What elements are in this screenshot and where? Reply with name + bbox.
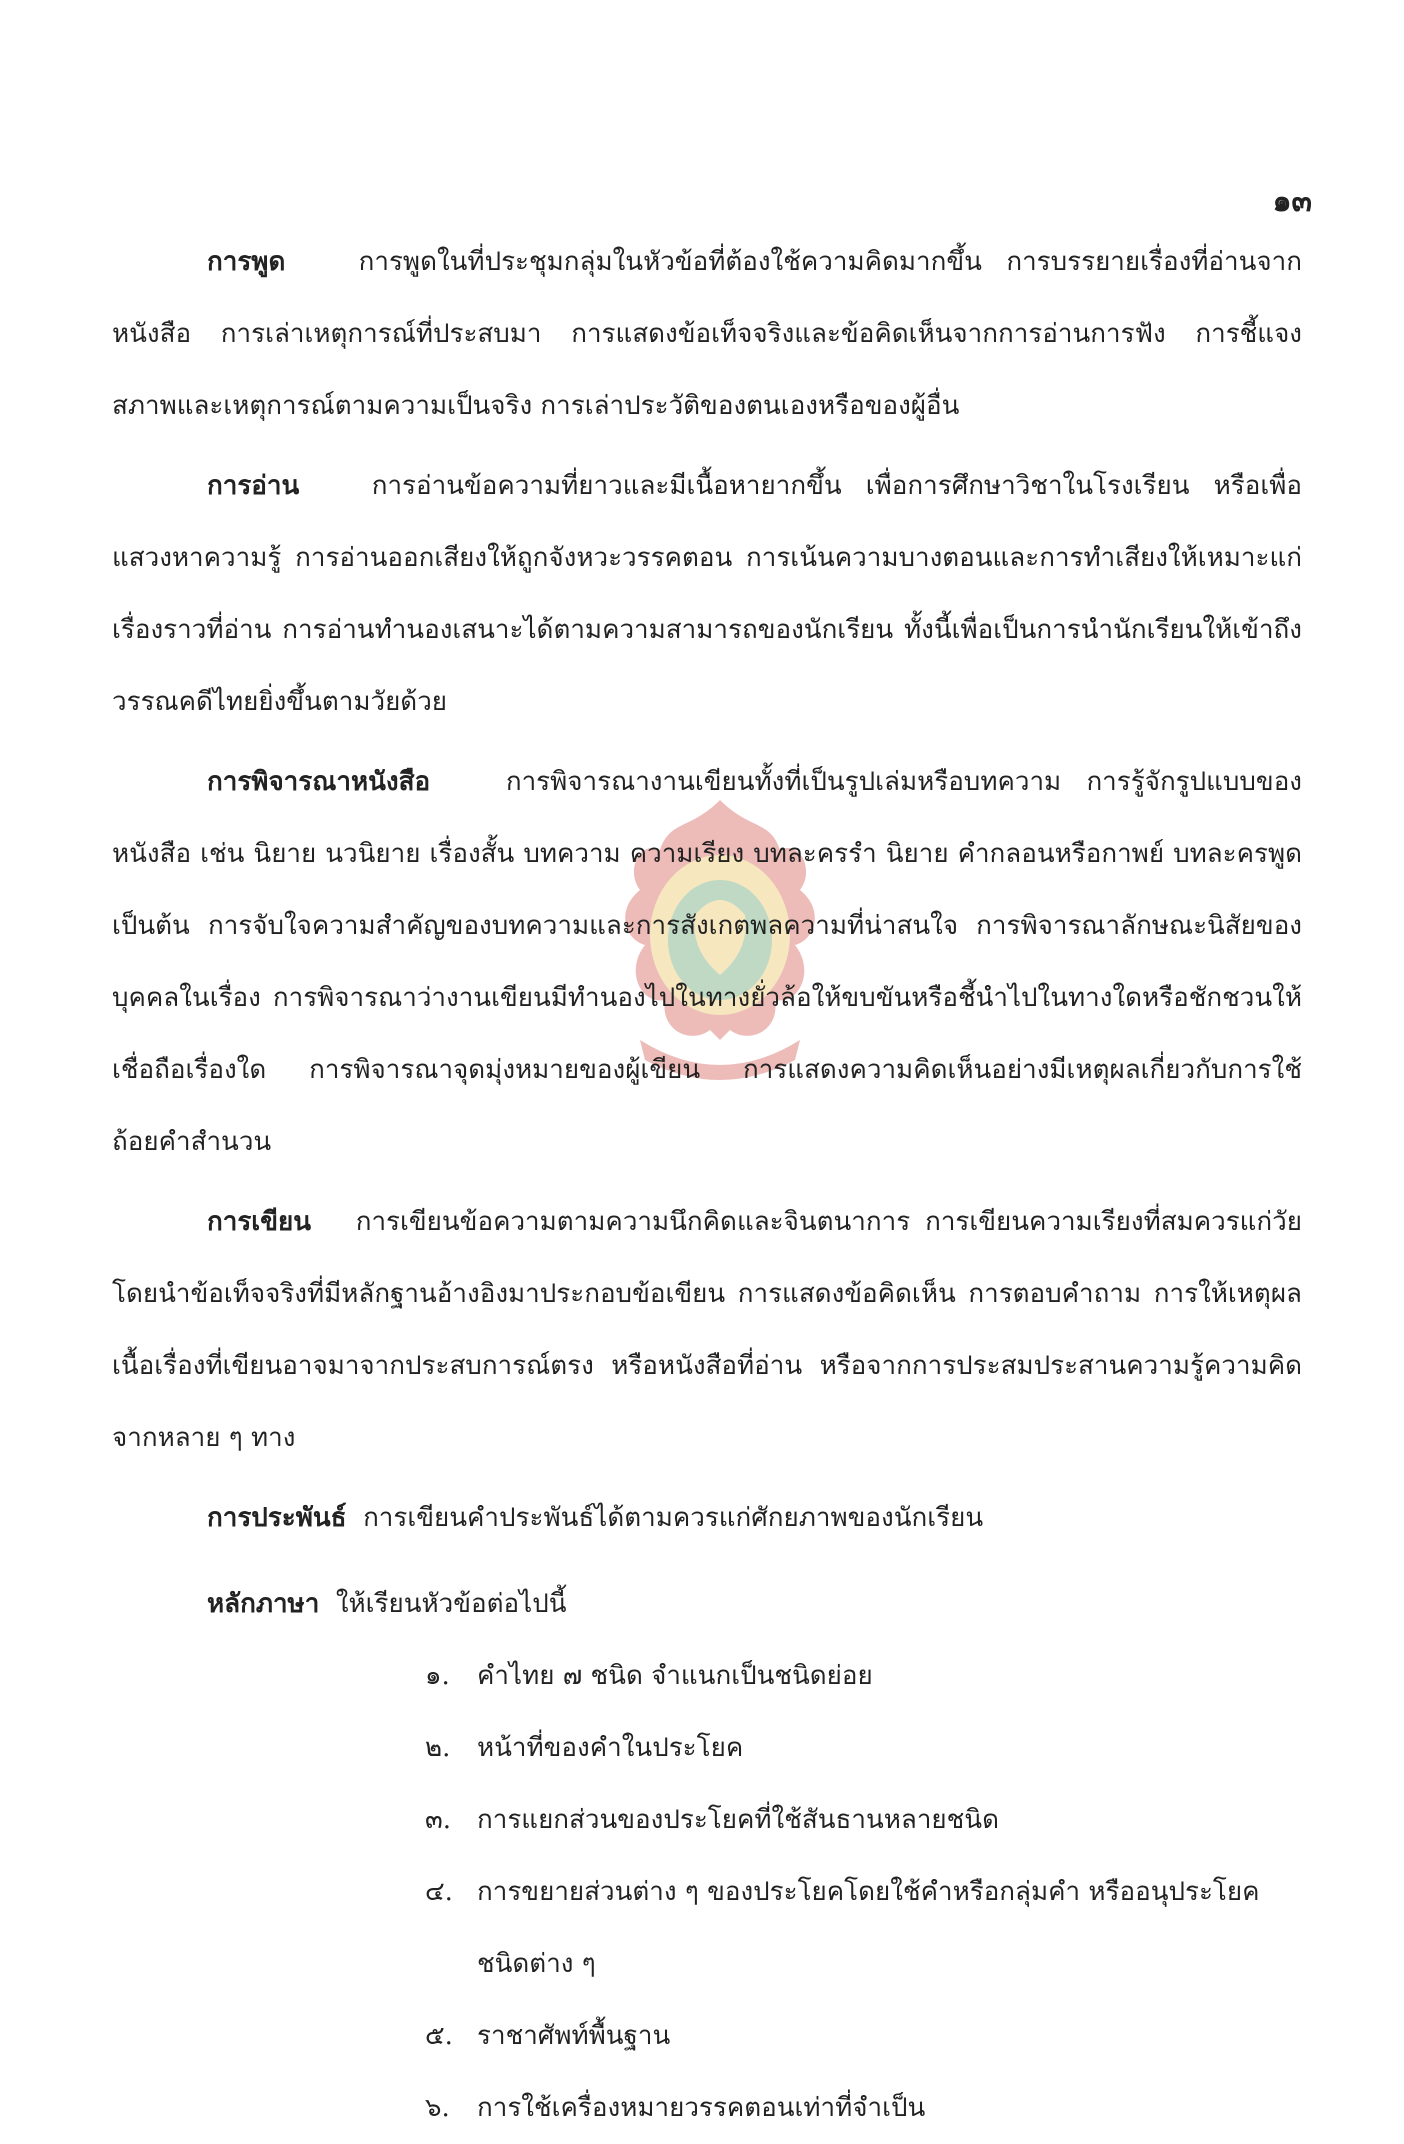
list-item: [425, 1712, 1302, 1784]
list-text: การใช้เครื่องหมายวรรคตอนเท่าที่จำเป็น: [477, 2093, 926, 2123]
list-text: การขยายส่วนต่าง ๆ ของประโยคโดยใช้คำหรือกลุ่มคำ หรืออนุประโยคชนิดต่าง ๆ: [477, 1877, 1260, 1979]
list-item: [425, 2072, 1302, 2144]
grammar-topic-list: [112, 1640, 1302, 2144]
list-item: [425, 1640, 1302, 1712]
section-composition: [112, 1482, 1302, 1554]
list-number: ๑.: [425, 1661, 450, 1691]
section-heading: การพูด: [207, 247, 286, 277]
section-book-review: [112, 746, 1302, 1178]
section-heading: หลักภาษา: [207, 1589, 320, 1619]
list-text: การแยกส่วนของประโยคที่ใช้สันธานหลายชนิด: [477, 1805, 999, 1835]
section-text: การพิจารณางานเขียนทั้งที่เป็นรูปเล่มหรือบทความ การรู้จักรูปแบบของหนังสือ เช่น นิยาย นวนิยาย เรื่องสั้น บทความ ความเรียง บทละครรำ นิยาย คำกลอนหรือกาพย์ บทละครพูด เป็นต้น การจับใจความสำคัญของบทความและการสังเกตพลความที่น่าสนใจ การพิจารณาลักษณะนิสัยของบุคคลในเรื่อง การพิจารณาว่างานเขียนมีทำนองไปในทางยั่วล้อให้ขบขันหรือชี้นำไปในทางใดหรือชักชวนให้เชื่อถือเรื่องใด การพิจารณาจุดมุ่งหมายของผู้เขียน การแสดงความคิดเห็นอย่างมีเหตุผลเกี่ยวกับการใช้ถ้อยคำสำนวน: [112, 767, 1303, 1157]
section-grammar: [112, 1568, 1302, 1640]
list-number: ๒.: [425, 1733, 451, 1763]
list-item: [425, 1784, 1302, 1856]
list-item: [425, 2000, 1302, 2072]
list-number: ๓.: [425, 1805, 452, 1835]
section-text: การเขียนข้อความตามความนึกคิดและจินตนาการ การเขียนความเรียงที่สมควรแก่วัยโดยนำข้อเท็จจริงที่มีหลักฐานอ้างอิงมาประกอบข้อเขียน การแสดงข้อคิดเห็น การตอบคำถาม การให้เหตุผล เนื้อเรื่องที่เขียนอาจมาจากประสบการณ์ตรง หรือหนังสือที่อ่าน หรือจากการประสมประสานความรู้ความคิดจากหลาย ๆ ทาง: [112, 1207, 1302, 1453]
list-number: ๔.: [425, 1877, 453, 1907]
section-intro: ให้เรียนหัวข้อต่อไปนี้: [335, 1589, 567, 1619]
page-number: ๑๓: [1272, 184, 1312, 219]
main-content: [112, 226, 1302, 2144]
section-heading: การพิจารณาหนังสือ: [207, 767, 431, 797]
list-number: ๕.: [425, 2021, 453, 2051]
section-heading: การประพันธ์: [207, 1503, 347, 1533]
section-reading: [112, 450, 1302, 738]
section-speaking: [112, 226, 1302, 442]
section-text: การพูดในที่ประชุมกลุ่มในหัวข้อที่ต้องใช้ความคิดมากขึ้น การบรรยายเรื่องที่อ่านจากหนังสือ การเล่าเหตุการณ์ที่ประสบมา การแสดงข้อเท็จจริงและข้อคิดเห็นจากการอ่านการฟัง การชี้แจงสภาพและเหตุการณ์ตามความเป็นจริง การเล่าประวัติของตนเองหรือของผู้อื่น: [112, 247, 1302, 421]
section-heading: การเขียน: [207, 1207, 311, 1237]
list-text: ราชาศัพท์พื้นฐาน: [477, 2021, 671, 2051]
list-item: [425, 1856, 1302, 2000]
list-number: ๖.: [425, 2093, 450, 2123]
section-writing: [112, 1186, 1302, 1474]
section-heading: การอ่าน: [207, 471, 300, 501]
list-text: หน้าที่ของคำในประโยค: [477, 1733, 744, 1763]
section-text: การอ่านข้อความที่ยาวและมีเนื้อหายากขึ้น เพื่อการศึกษาวิชาในโรงเรียน หรือเพื่อแสวงหาความรู้ การอ่านออกเสียงให้ถูกจังหวะวรรคตอน การเน้นความบางตอนและการทำเสียงให้เหมาะแก่เรื่องราวที่อ่าน การอ่านทำนองเสนาะได้ตามความสามารถของนักเรียน ทั้งนี้เพื่อเป็นการนำนักเรียนให้เข้าถึงวรรณคดีไทยยิ่งขึ้นตามวัยด้วย: [112, 471, 1302, 717]
list-text: คำไทย ๗ ชนิด จำแนกเป็นชนิดย่อย: [477, 1661, 873, 1691]
section-text: การเขียนคำประพันธ์ได้ตามควรแก่ศักยภาพของนักเรียน: [363, 1503, 984, 1533]
